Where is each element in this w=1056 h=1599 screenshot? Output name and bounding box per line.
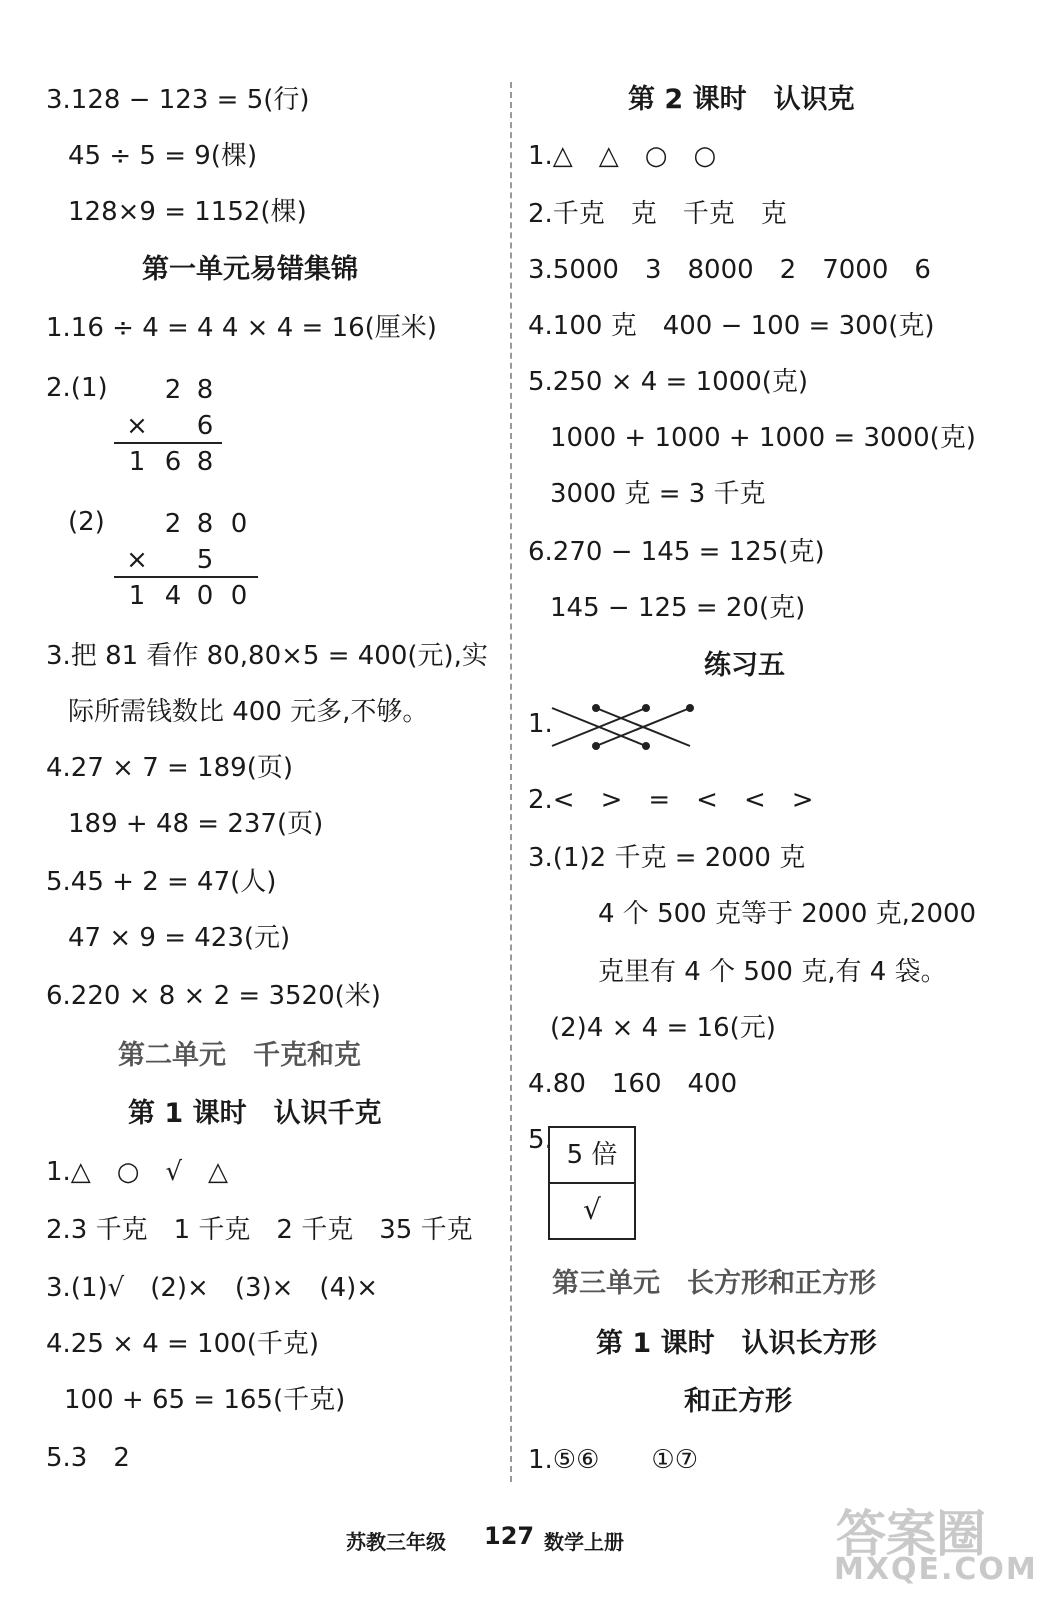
answer-line: 189 + 48 = 237(页)	[68, 809, 324, 839]
section-heading: 第一单元易错集锦	[142, 254, 358, 285]
digit: 6	[164, 447, 182, 477]
footer-subject: 数学上册	[544, 1530, 624, 1554]
answer-line: 6.220 × 8 × 2 = 3520(米)	[46, 981, 381, 1011]
digit: 6	[196, 411, 214, 441]
digit: 0	[230, 509, 248, 539]
answer-line: (2)	[68, 507, 105, 537]
lesson-heading: 第 2 课时 认识克	[628, 84, 855, 115]
answer-line: 2.3 千克 1 千克 2 千克 35 千克	[46, 1215, 473, 1245]
answer-line: 际所需钱数比 400 元多,不够。	[68, 697, 429, 727]
box-divider	[550, 1182, 634, 1184]
multiply-sign: ×	[126, 545, 148, 575]
digit: 8	[196, 509, 214, 539]
answer-line: 6.270 − 145 = 125(克)	[528, 537, 825, 567]
answer-line: 5.250 × 4 = 1000(克)	[528, 367, 809, 397]
answer-line: 45 ÷ 5 = 9(棵)	[68, 141, 258, 171]
answer-line: 2.< > = < < >	[528, 785, 814, 815]
answer-line: 4.100 克 400 − 100 = 300(克)	[528, 311, 935, 341]
multiply-sign: ×	[126, 411, 148, 441]
answer-line: 3.(1)√ (2)× (3)× (4)×	[46, 1273, 379, 1303]
answer-line: 1.16 ÷ 4 = 4 4 × 4 = 16(厘米)	[46, 313, 437, 343]
column-divider	[510, 82, 512, 1482]
answer-line: 100 + 65 = 165(千克)	[64, 1385, 346, 1415]
footer-grade: 苏教三年级	[346, 1530, 446, 1554]
lesson-heading: 第 1 课时 认识长方形	[596, 1328, 877, 1359]
answer-line: 1.⑤⑥ ①⑦	[528, 1445, 699, 1475]
answer-line: 3.5000 3 8000 2 7000 6	[528, 255, 931, 285]
answer-line: 1.	[528, 709, 553, 739]
answer-line: 4.80 160 400	[528, 1069, 738, 1099]
answer-line: (2)4 × 4 = 16(元)	[550, 1013, 776, 1043]
calc-rule	[114, 576, 258, 578]
digit: 0	[230, 581, 248, 611]
answer-line: 5.	[528, 1125, 553, 1155]
answer-line: 3.把 81 看作 80,80×5 = 400(元),实	[46, 641, 488, 671]
answer-line: 4 个 500 克等于 2000 克,2000	[598, 899, 977, 929]
answer-line: 128×9 = 1152(棵)	[68, 197, 307, 227]
calc-rule	[114, 442, 222, 444]
answer-line: 3000 克 = 3 千克	[550, 479, 766, 509]
unit-heading: 第二单元 千克和克	[118, 1040, 361, 1071]
check-mark: √	[583, 1193, 601, 1226]
exercise-heading: 练习五	[704, 650, 785, 681]
answer-line: 2.(1)	[46, 373, 108, 403]
answer-line: 4.27 × 7 = 189(页)	[46, 753, 293, 783]
watermark-logo: 答案圈	[836, 1505, 986, 1563]
answer-line: 1000 + 1000 + 1000 = 3000(克)	[550, 423, 976, 453]
box-top-text: 5 倍	[566, 1140, 618, 1170]
answer-line: 3.128 − 123 = 5(行)	[46, 85, 310, 115]
digit: 4	[164, 581, 182, 611]
answer-line: 克里有 4 个 500 克,有 4 袋。	[598, 957, 947, 987]
answer-line: 4.25 × 4 = 100(千克)	[46, 1329, 319, 1359]
answer-line: 5.45 + 2 = 47(人)	[46, 867, 277, 897]
matching-lines-diagram	[548, 700, 698, 750]
answer-line: 3.(1)2 千克 = 2000 克	[528, 843, 806, 873]
lesson-heading-cont: 和正方形	[684, 1386, 792, 1417]
page-number: 127	[484, 1522, 535, 1550]
answer-line: 1.△ △ ○ ○	[528, 141, 717, 171]
digit: 1	[128, 447, 146, 477]
digit: 2	[164, 375, 182, 405]
answer-box	[548, 1126, 636, 1240]
answer-line: 47 × 9 = 423(元)	[68, 923, 291, 953]
digit: 1	[128, 581, 146, 611]
lesson-heading: 第 1 课时 认识千克	[128, 1098, 382, 1129]
digit: 8	[196, 375, 214, 405]
unit-heading: 第三单元 长方形和正方形	[552, 1268, 876, 1299]
answer-line: 2.千克 克 千克 克	[528, 199, 787, 229]
answer-line: 5.3 2	[46, 1443, 130, 1473]
digit: 5	[196, 545, 214, 575]
digit: 2	[164, 509, 182, 539]
digit: 0	[196, 581, 214, 611]
digit: 8	[196, 447, 214, 477]
answer-line: 145 − 125 = 20(克)	[550, 593, 806, 623]
answer-line: 1.△ ○ √ △	[46, 1157, 229, 1187]
watermark-site: MXQE.COM	[834, 1552, 1038, 1587]
